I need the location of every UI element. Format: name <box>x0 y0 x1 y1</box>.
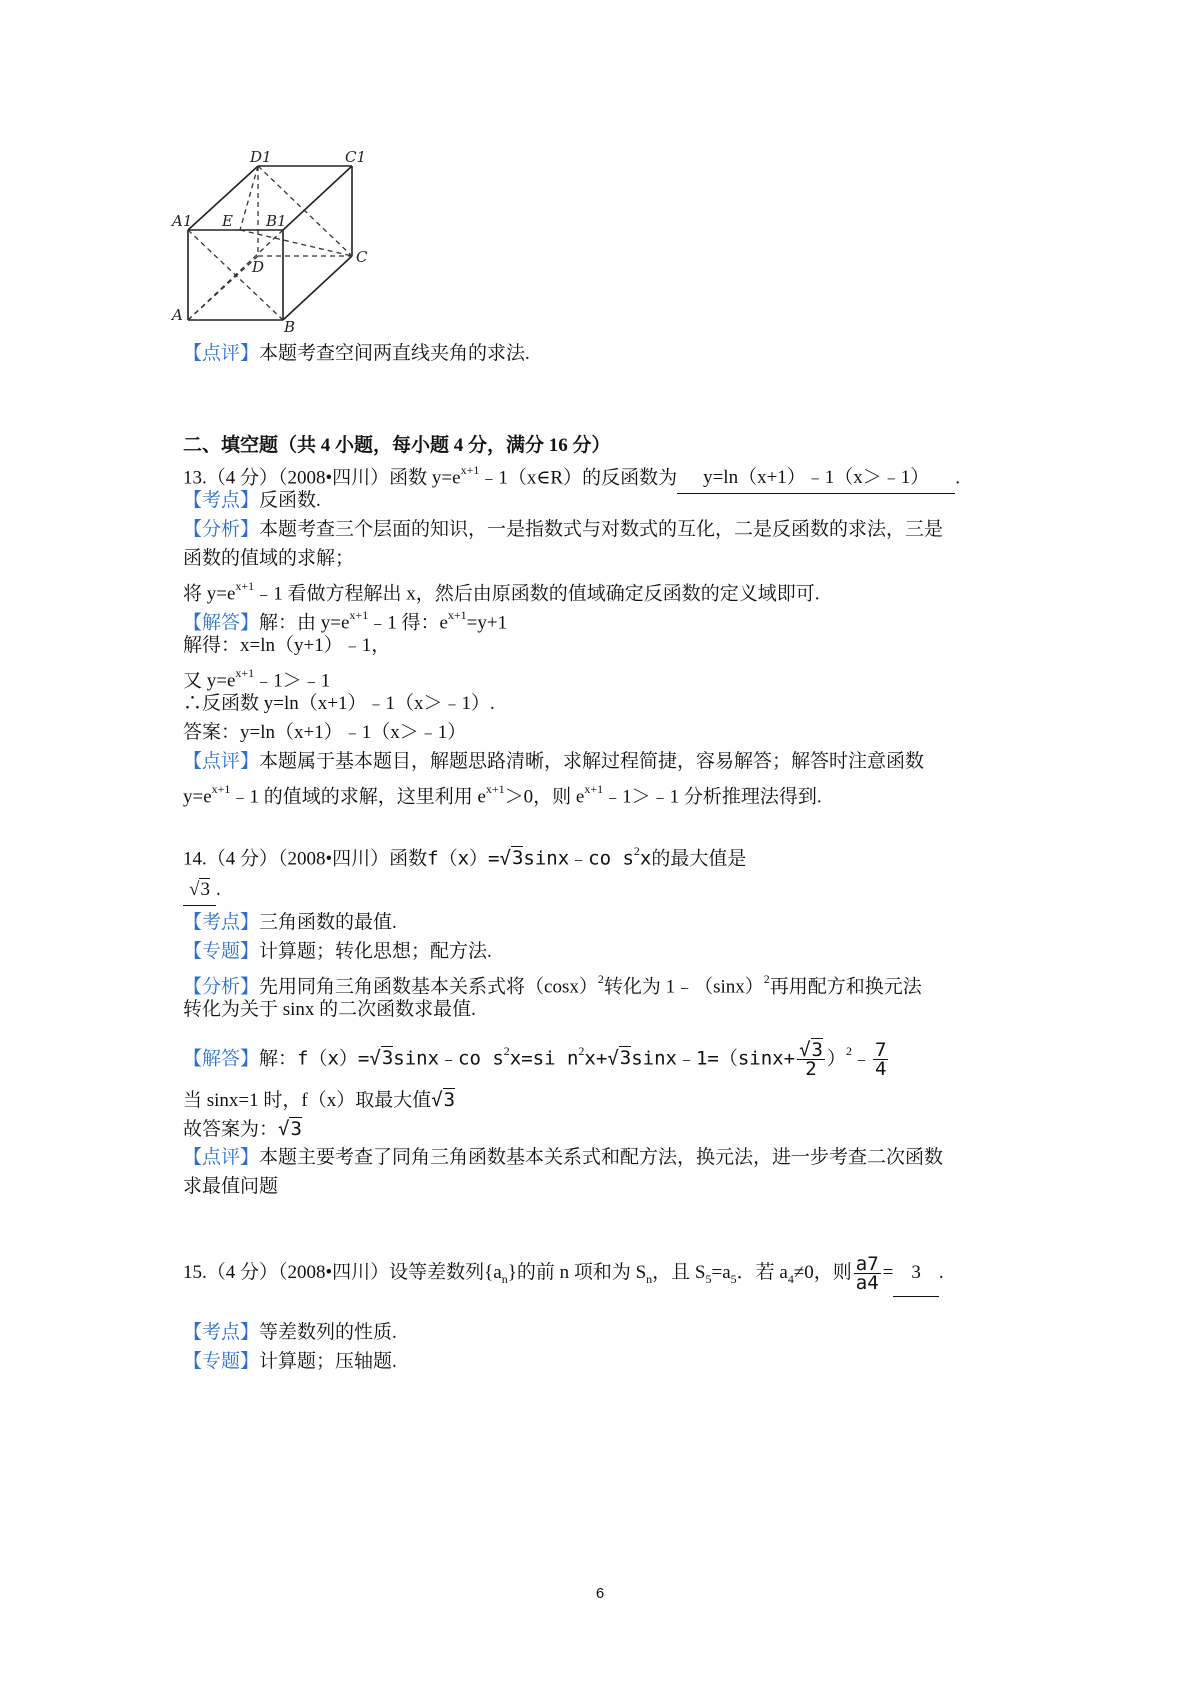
q13-analysis-3: 将 $y=e^{x+1}﹣1$ 看做方程解出 x，然后由原函数的值域确定反函数的定义域即可. <box>183 579 820 605</box>
q14-answer-line: √3 . <box>183 875 1043 906</box>
edge-b-c <box>283 256 352 320</box>
q13-point: 【考点】反函数. <box>183 490 321 511</box>
review-tag: 【点评】 <box>183 343 260 364</box>
q15-topic: 【专题】计算题；压轴题. <box>183 1351 397 1372</box>
cube-figure <box>172 148 420 350</box>
q14-review-2: 求最值问题 <box>183 1176 279 1197</box>
label-d1: D1 <box>250 148 272 166</box>
label-a1: A1 <box>172 212 193 230</box>
q13-solve-1: 【解答】解：由 $y=e^{x+1}﹣1$ 得：$e^{x+1}=y+1$ <box>183 608 508 634</box>
section-heading: 二、填空题（共 4 小题，每小题 4 分，满分 16 分） <box>183 435 611 456</box>
q13-analysis-1: 【分析】本题考查三个层面的知识，一是指数式与对数式的互化，二是反函数的求法，三是 <box>183 519 944 540</box>
q14-when: 当 sinx=1 时，f（x）取最大值√3 <box>183 1089 456 1111</box>
q13-review-2: $y=e^{x+1}﹣1$ 的值域的求解，这里利用 $e^{x+1}>0$，则 $e^{x+1}﹣1>﹣1$ 分析推理法得到. <box>183 782 822 808</box>
q13-answer: y=ln（x+1）﹣1（x＞﹣1） <box>677 463 955 494</box>
q13-solve-4: ∴反函数 y=ln（x+1）﹣1（x＞﹣1）. <box>183 693 495 714</box>
q14-answer: √3 <box>183 875 216 906</box>
q13-solve-5: 答案：y=ln（x+1）﹣1（x＞﹣1） <box>183 722 467 743</box>
label-c1: C1 <box>345 148 367 166</box>
q14-final: 故答案为：√3 <box>183 1118 302 1140</box>
q14-topic: 【专题】计算题；转化思想；配方法. <box>183 941 492 962</box>
q14-stem: 14.（4 分）（2008•四川）函数f（x）=√3sinx﹣co $s^2x$的最大值是 <box>183 844 747 870</box>
q15-point: 【考点】等差数列的性质. <box>183 1322 397 1343</box>
q13-stem: 13.（4 分）（2008•四川）函数 $y=e^{x+1}﹣1(x\in R)$的反函数为 y=ln（x+1）﹣1（x＞﹣1） . <box>183 457 1043 494</box>
q13-review-1: 【点评】本题属于基本题目，解题思路清晰，求解过程简捷，容易解答；解答时注意函数 <box>183 751 925 772</box>
q14-point: 【考点】三角函数的最值. <box>183 912 397 933</box>
edge-b1-c1 <box>283 166 352 230</box>
q15-answer: 3 <box>893 1250 939 1297</box>
q12-review: 【点评】本题考查空间两直线夹角的求法. <box>183 343 530 364</box>
label-b1: B1 <box>266 212 287 230</box>
label-c: C <box>356 248 368 266</box>
label-d: D <box>252 258 265 276</box>
q14-analysis-2: 转化为关于 sinx 的二次函数求最值. <box>183 999 476 1020</box>
label-a: A <box>172 306 183 324</box>
page-number: 6 <box>595 1585 605 1602</box>
q13-solve-3: 又 $y=e^{x+1}﹣1>﹣1$ <box>183 666 331 692</box>
q14-review-1: 【点评】本题主要考查了同角三角函数基本关系式和配方法，换元法，进一步考查二次函数 <box>183 1147 944 1168</box>
label-b: B <box>284 318 296 336</box>
q13-analysis-2: 函数的值域的求解； <box>183 548 355 569</box>
q14-solve: 【解答】解：f（x）=√3sinx﹣co $s^2x=si$ $n^2x+√3\sin x﹣1=(\sin x+$ $\frac{√3}{2}$ ）$^2$﹣ $\frac{7}{4}$ <box>183 1039 887 1081</box>
q15-stem: 15.（4 分）（2008•四川）设等差数列$\{a_n\}$的前 n 项和为 $S_n$，且 $S_5=a_5$．若 $a_4\ne 0$，则 $\frac{a7}{a4}$ = 3 . <box>183 1250 1043 1302</box>
label-e: E <box>222 212 233 230</box>
q13-solve-2: 解得：x=ln（y+1）﹣1， <box>183 635 391 656</box>
q14-analysis-1: 【分析】先用同角三角函数基本关系式将$(\cos x)^2$转化为 $1﹣(\sin x)^2$再用配方和换元法 <box>183 972 922 998</box>
